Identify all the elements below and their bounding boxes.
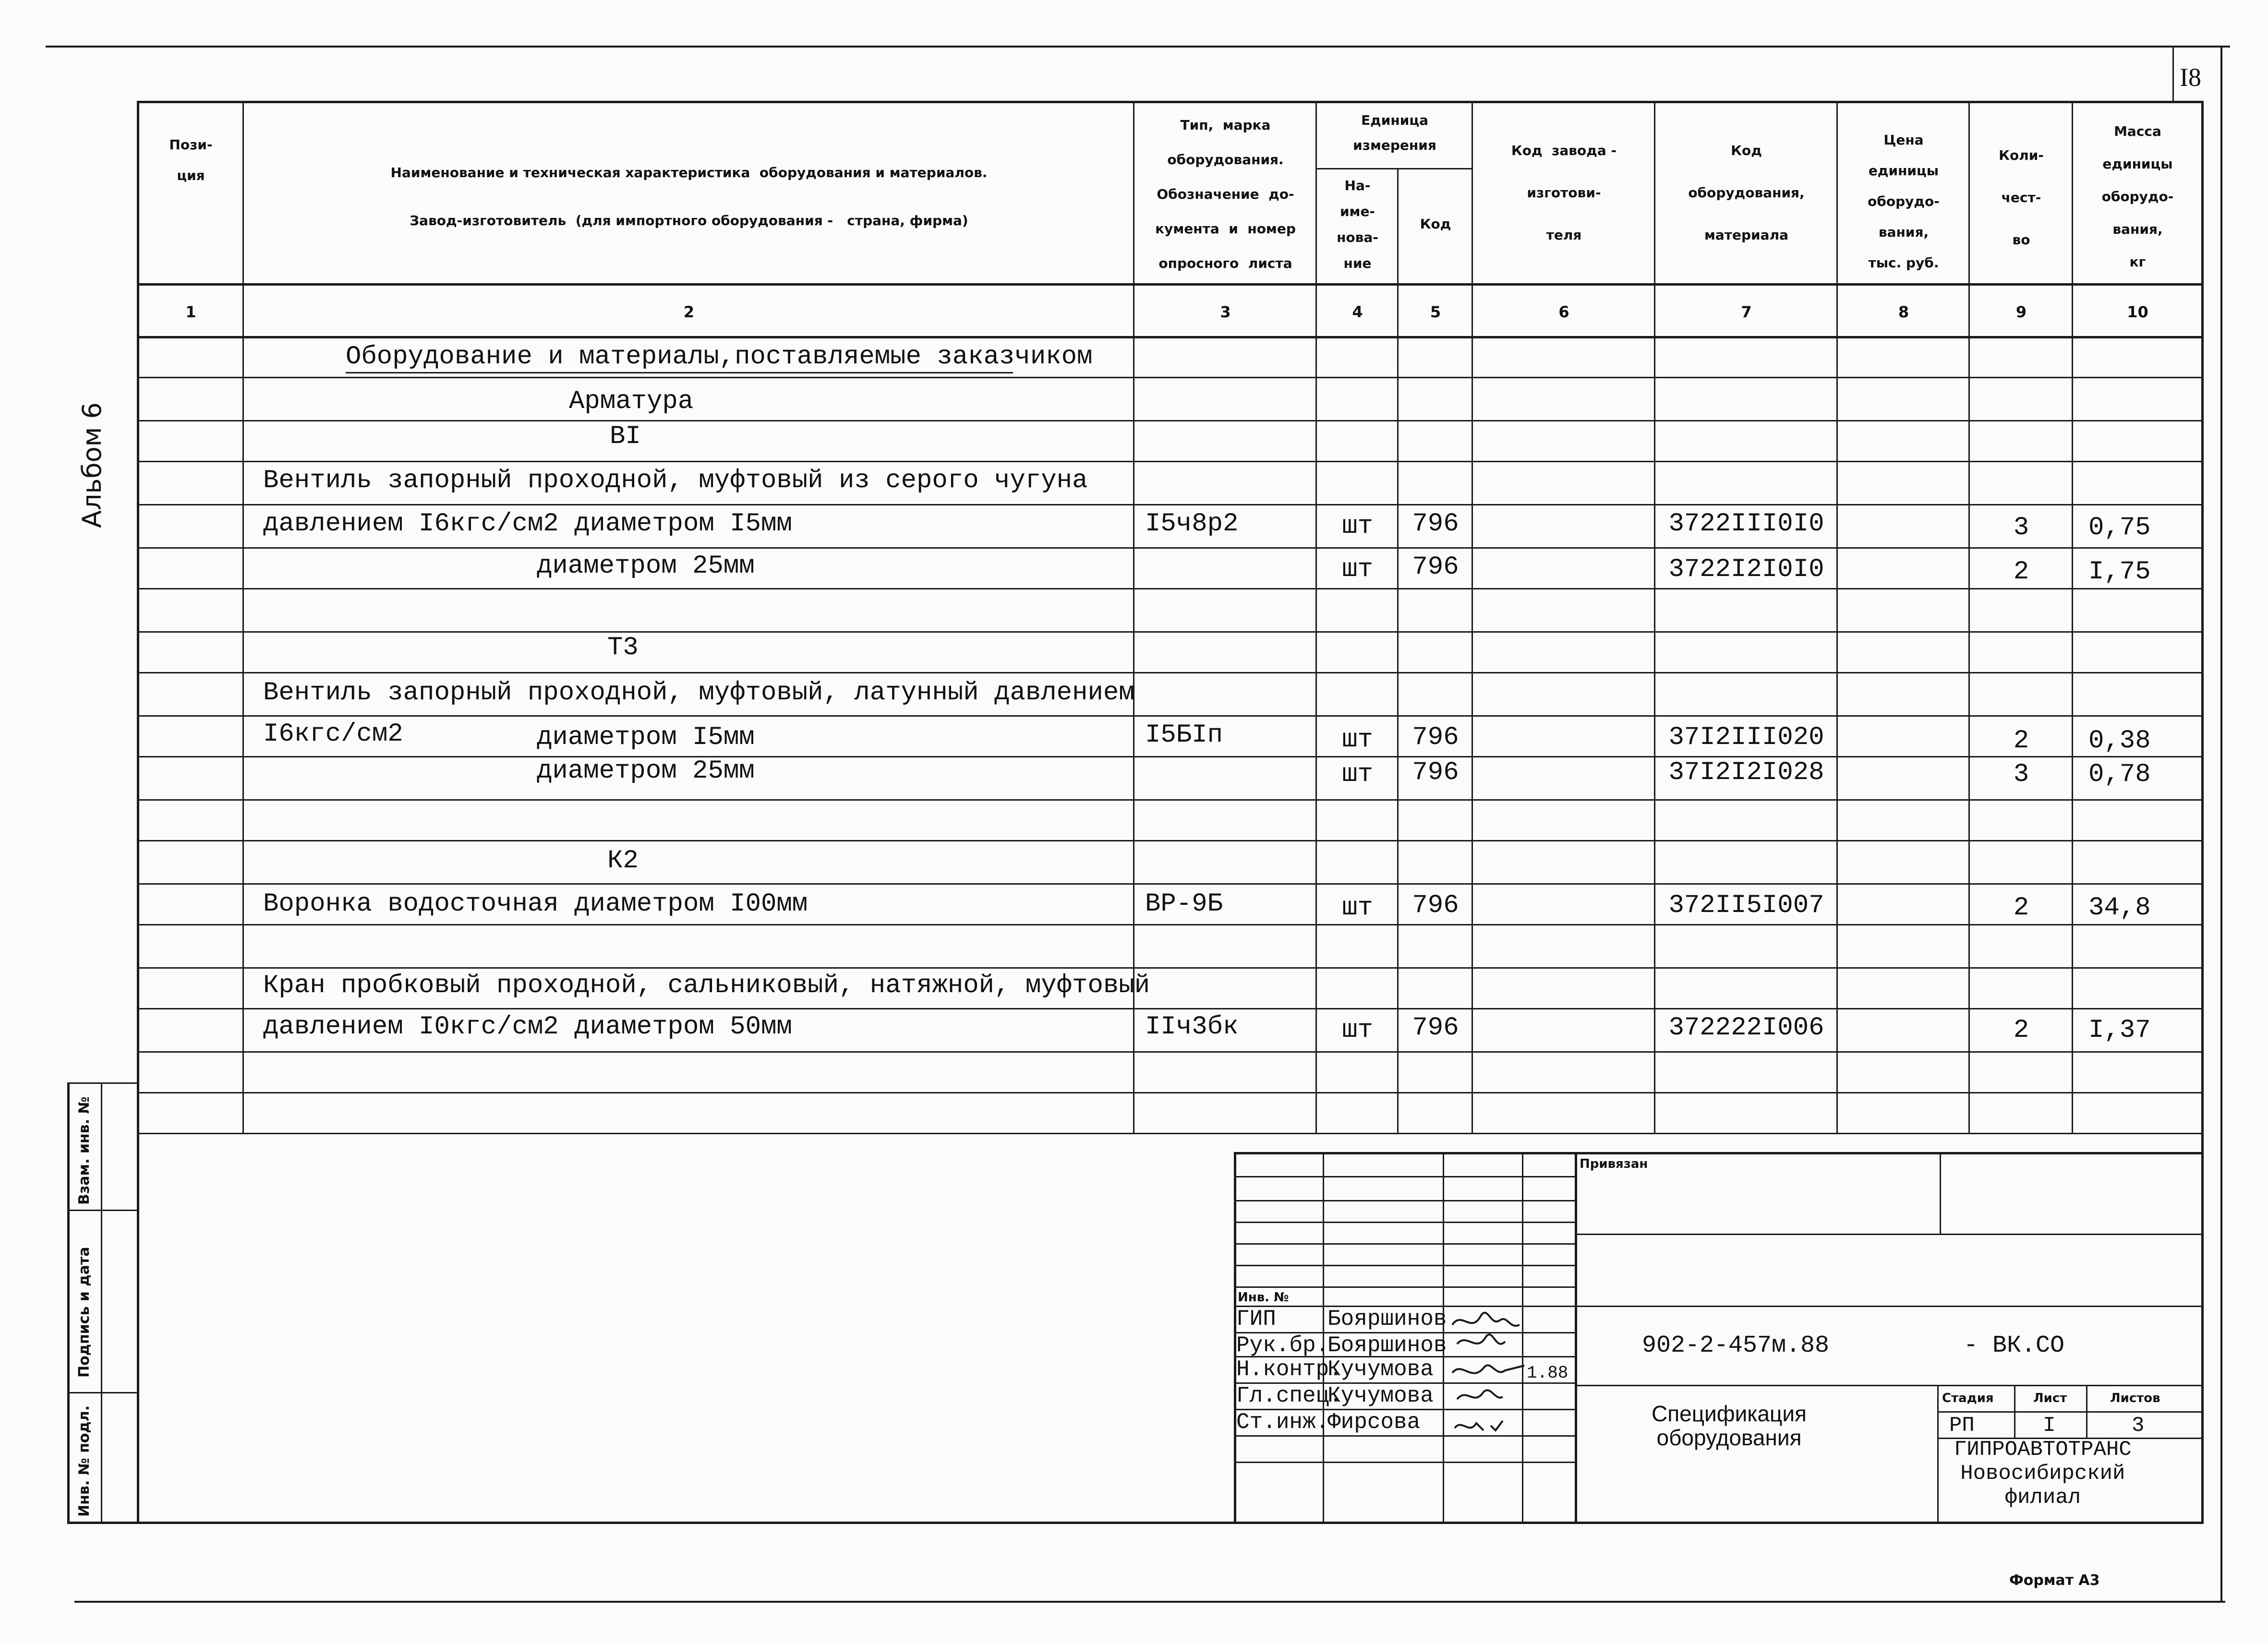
sheet-value: I [2043,1414,2056,1438]
item-mass: I,37 [2088,1016,2151,1045]
item-desc: давлением I0кгс/см2 диаметром 50мм [263,1012,792,1042]
name-rukbr: Бояршинов [1327,1333,1447,1358]
table-bottom [67,1522,2204,1524]
hdr-mass: Масса единицы оборудо- вания, кг [2101,123,2174,270]
hdr-equipment-code: Код оборудования, материала [1688,143,1805,243]
row-line [137,588,2204,589]
side-label-invpodl: Инв. № подл. [76,1405,93,1517]
col-line-1 [242,101,244,1133]
side-label-sign: Подпись и дата [76,1247,93,1378]
item-qty: 3 [2013,760,2029,789]
tb-row [1234,1222,1575,1223]
col-line-9 [2072,101,2073,1133]
role-glspec: Гл.спец. [1236,1383,1342,1408]
tb-row [1234,1243,1575,1245]
top-border [46,46,2230,48]
sheet-label: Лист [2033,1391,2067,1405]
page-number: I8 [2180,63,2201,92]
privyazan-label: Привязан [1580,1157,1648,1171]
item-desc: давлением I6кгс/см2 диаметром I5мм [263,509,792,539]
item-code: 37I2III020 [1668,723,1824,752]
item-mass: I,75 [2088,557,2151,587]
item-code: 37I2I2I028 [1668,758,1824,787]
format-label: Формат А3 [2009,1572,2100,1589]
role-stinzh: Ст.инж. [1236,1410,1329,1435]
item-qty: 2 [2013,726,2029,756]
colnum-3: 3 [1220,303,1231,321]
col-line-8 [1968,101,1970,1133]
item-desc: диаметром 25мм [537,552,755,581]
side-label-vzam: Взам. инв. № [76,1096,93,1205]
tb-col [2086,1385,2087,1438]
date-note: 1.88 [1527,1363,1568,1383]
item-qty: 2 [2013,1016,2029,1045]
colnum-2: 2 [683,303,695,321]
row-line [137,672,2204,673]
row-line [137,883,2204,885]
group-t3: Т3 [607,633,639,662]
item-qty: 2 [2013,893,2029,923]
item-type: ВР-9Б [1145,889,1223,919]
colnum-5: 5 [1430,303,1441,321]
tb-stage-div [1937,1385,1939,1522]
item-unit-code: 796 [1412,509,1459,539]
units-sub-line [1315,168,1472,169]
item-unit: шт [1342,893,1373,923]
tb-row [1234,1286,1575,1288]
hdr-price: Цена единицы оборудо- вания, тыс. руб. [1868,132,1940,271]
row-line [137,1008,2204,1009]
stage-value: РП [1949,1414,1975,1438]
role-gip: ГИП [1236,1307,1276,1332]
hdr-unit: Единица измерения [1353,112,1436,153]
tb-line [1575,1234,2201,1235]
colnum-7: 7 [1741,303,1752,321]
row-line [137,1051,2204,1053]
doc-code: 902-2-457м.88 [1642,1332,1830,1359]
item-type: I5БIп [1145,720,1223,750]
album-label: Альбом 6 [77,402,107,528]
inv-no-label: Инв. № [1238,1290,1289,1305]
side-stamp-left [67,1082,70,1524]
item-desc: Кран пробковый проходной, сальниковый, натяжной, муфтовый [263,971,1150,1000]
titleblock-top [1234,1152,2201,1154]
item-code: 3722III0I0 [1668,509,1824,539]
doc-title: Спецификация оборудования [1652,1401,1807,1450]
item-unit: шт [1342,725,1373,755]
tb-row [1234,1176,1575,1177]
item-code: 372222I006 [1668,1013,1824,1043]
row-line [137,756,2204,757]
tb-line [1937,1411,2201,1413]
item-desc: I6кгс/см2 [263,720,403,749]
item-desc: Вентиль запорный проходной, муфтовый, латунный давлением [263,678,1134,708]
sheets-value: 3 [2132,1414,2145,1438]
item-unit-code: 796 [1412,723,1459,752]
item-qty: 2 [2013,557,2029,587]
org-name: ГИПРОАВТОТРАНС Новосибирский филиал [1954,1438,2132,1510]
row-line [137,504,2204,505]
item-unit-code: 796 [1412,552,1459,582]
tb-row [1234,1200,1575,1201]
tb-line [1575,1385,2201,1386]
col-line-3 [1315,101,1317,1133]
col-line-5 [1472,101,1473,1133]
stage-label: Стадия [1942,1391,1994,1405]
item-unit-code: 796 [1412,891,1459,920]
row-line [137,1133,2204,1134]
col-line-6 [1654,101,1655,1133]
item-unit: шт [1342,512,1373,541]
side-stamp-sep [67,1392,139,1393]
name-glspec: Кучумова [1327,1383,1434,1408]
colnum-10: 10 [2127,303,2148,321]
item-code: 372II5I007 [1668,891,1824,920]
hdr-plant-code: Код завода - изготови- теля [1511,143,1617,243]
hdr-type: Тип, марка оборудования. Обозначение до- кумента и номер опросного листа [1155,117,1296,271]
hdr-quantity: Коли- чест- во [1999,147,2044,248]
group-k2: К2 [607,846,639,876]
row-line [137,924,2204,925]
row-line [137,840,2204,841]
item-type: I5ч8р2 [1145,509,1239,539]
item-desc: Вентиль запорный проходной, муфтовый из серого чугуна [263,466,1088,495]
section-title: Оборудование и материалы,поставляемые заказчиком [346,342,1093,372]
name-gip: Бояршинов [1327,1307,1447,1332]
doc-suffix: - ВК.СО [1964,1332,2065,1359]
col-line-4 [1397,168,1399,1133]
table-right [2201,101,2204,1522]
row-line [137,715,2204,717]
item-mass: 0,78 [2088,760,2151,789]
item-type: IIч3бк [1145,1012,1239,1042]
row-line [137,547,2204,549]
item-desc: диаметром 25мм [537,756,755,786]
signature-marks [1443,1306,1572,1464]
name-stinzh: Фирсова [1327,1410,1421,1435]
group-b1: BI [610,422,641,451]
item-desc-cont: диаметром I5мм [537,723,755,752]
row-line [137,377,2204,378]
colnum-6: 6 [1558,303,1569,321]
item-unit-code: 796 [1412,758,1459,787]
row-line [137,1092,2204,1093]
tb-line [1575,1306,2201,1307]
table-top [137,101,2204,103]
row-line [137,799,2204,801]
item-desc: Воронка водосточная диаметром I00мм [263,889,808,919]
side-stamp-mid [101,1082,102,1522]
item-unit: шт [1342,1016,1373,1045]
row-line [137,631,2204,633]
right-border [2220,46,2222,1601]
subsection-armatura: Арматура [569,387,694,416]
item-qty: 3 [2013,513,2029,542]
side-stamp-top [67,1082,139,1084]
titleblock-div [1575,1152,1577,1522]
row-line [137,967,2204,969]
hdr-unit-name: На- име- нова- ние [1337,178,1378,271]
hdr-unit-code: Код [1420,216,1451,232]
hdr-name: Наименование и техническая характеристика оборудования и материалов. Завод-изготовитель (для импортного оборудования - страна, фирма) [390,165,988,228]
item-unit-code: 796 [1412,1013,1459,1043]
role-rukbr: Рук.бр. [1236,1333,1329,1358]
bottom-border [74,1601,2225,1603]
tb-col [2014,1385,2015,1438]
colnum-bottom [137,336,2204,338]
colnum-9: 9 [2015,303,2027,321]
sheets-label: Листов [2110,1391,2160,1405]
side-stamp-sep [67,1210,139,1211]
row-line [137,420,2204,421]
item-mass: 0,38 [2088,726,2151,756]
pagebox-left [2172,46,2174,103]
colnum-8: 8 [1898,303,1909,321]
col-line-7 [1836,101,1838,1133]
tb-row [1234,1265,1575,1266]
item-code: 3722I2I0I0 [1668,555,1824,584]
colnum-1: 1 [185,303,196,321]
item-unit: шт [1342,760,1373,789]
item-mass: 34,8 [2088,893,2151,923]
header-bottom [137,283,2204,286]
hdr-position: Пози- ция [169,137,213,183]
item-unit: шт [1342,555,1373,584]
tb-privyazan-div [1940,1152,1941,1234]
colnum-4: 4 [1352,303,1363,321]
role-nkontr: Н.контр. [1236,1357,1342,1382]
item-mass: 0,75 [2088,513,2151,542]
name-nkontr: Кучумова [1327,1357,1434,1382]
row-line [137,461,2204,462]
